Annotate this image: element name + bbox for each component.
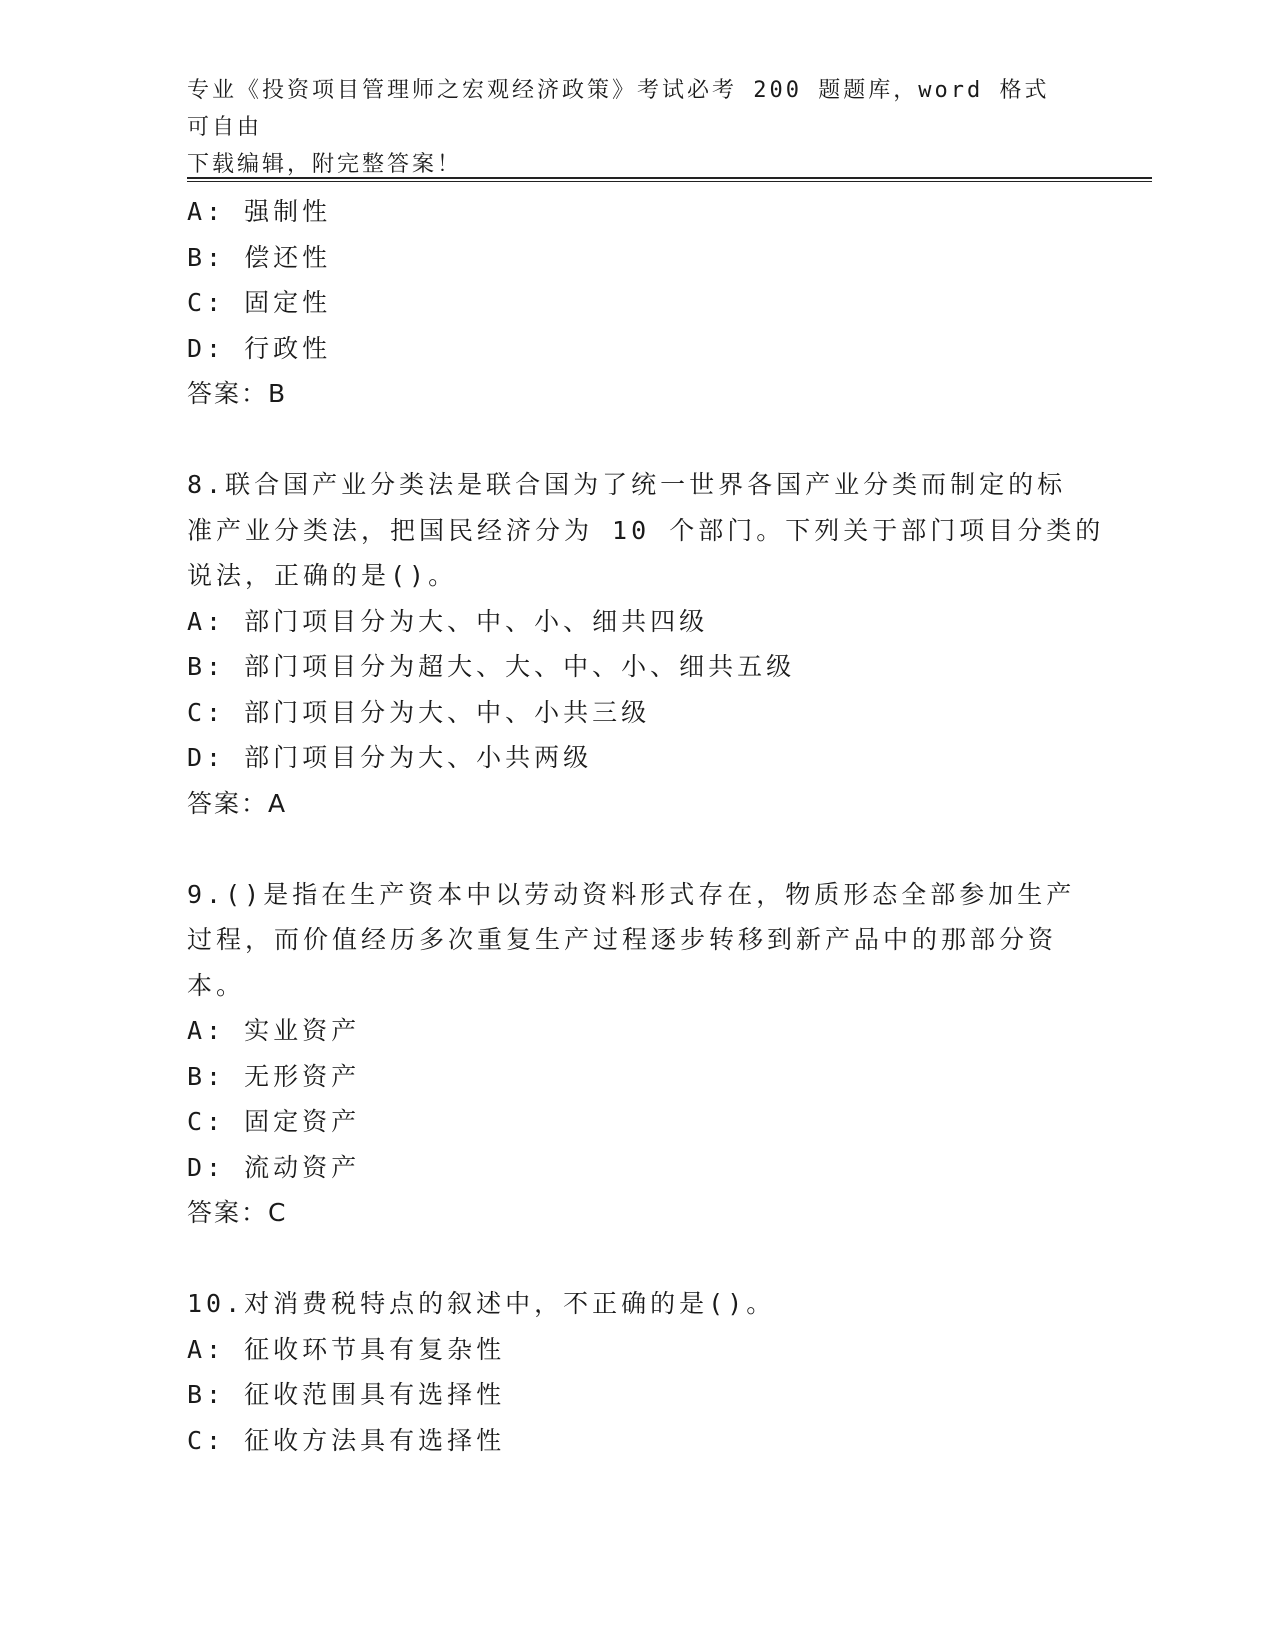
option-d: D: 流动资产 xyxy=(187,1152,361,1182)
spacer xyxy=(187,417,1087,463)
question-stem-line: 过程，而价值经历多次重复生产过程逐步转移到新产品中的那部分资 xyxy=(187,925,1058,954)
spacer xyxy=(187,826,1087,872)
question-stem-line: 8.联合国产业分类法是联合国为了统一世界各国产业分类而制定的标 xyxy=(187,470,1067,499)
question-stem-line: 说法，正确的是()。 xyxy=(187,561,458,590)
question-block-9 xyxy=(187,872,1087,1236)
question-block-10 xyxy=(187,1281,1087,1463)
question-stem-line: 10.对消费税特点的叙述中，不正确的是()。 xyxy=(187,1289,776,1318)
option-b: B: 偿还性 xyxy=(187,242,332,272)
answer-line: 答案：B xyxy=(187,379,288,408)
option-a: A: 实业资产 xyxy=(187,1016,361,1045)
option-c: C: 固定资产 xyxy=(187,1107,361,1136)
header-rule-thick xyxy=(187,177,1152,179)
option-c: C: 固定性 xyxy=(187,288,332,317)
question-list xyxy=(187,189,1105,1463)
option-b: B: 无形资产 xyxy=(187,1061,361,1091)
option-a: A: 征收环节具有复杂性 xyxy=(187,1334,506,1364)
header-line-1: 专业《投资项目管理师之宏观经济政策》考试必考 200 题题库，word 格式可自由 xyxy=(187,78,1050,140)
option-c: C: 征收方法具有选择性 xyxy=(187,1425,506,1455)
answer-line: 答案：C xyxy=(187,1198,288,1227)
header-line-2: 下载编辑，附完整答案！ xyxy=(187,152,463,177)
option-a: A: 部门项目分为大、中、小、细共四级 xyxy=(187,606,709,636)
question-stem-line: 9.()是指在生产资本中以劳动资料形式存在，物质形态全部参加生产 xyxy=(187,879,1076,909)
question-block-previous xyxy=(187,189,1087,417)
option-b: B: 部门项目分为超大、大、中、小、细共五级 xyxy=(187,652,796,681)
spacer xyxy=(187,1236,1087,1282)
header-rule-thin xyxy=(187,181,1152,182)
answer-line: 答案：A xyxy=(187,788,288,818)
option-d: D: 行政性 xyxy=(187,333,332,363)
question-block-8 xyxy=(187,462,1105,826)
option-a: A: 强制性 xyxy=(187,197,332,226)
option-c: C: 部门项目分为大、中、小共三级 xyxy=(187,697,651,727)
question-stem-line: 本。 xyxy=(187,970,246,1000)
option-d: D: 部门项目分为大、小共两级 xyxy=(187,743,593,772)
option-b: B: 征收范围具有选择性 xyxy=(187,1380,506,1409)
question-stem-line: 准产业分类法，把国民经济分为 10 个部门。下列关于部门项目分类的 xyxy=(187,515,1105,545)
document-header xyxy=(187,72,1067,183)
